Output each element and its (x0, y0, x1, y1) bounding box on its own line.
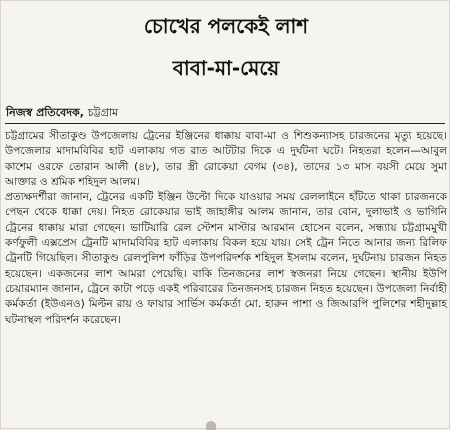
byline (6, 104, 118, 123)
paragraph-2: প্রত্যক্ষদর্শীরা জানান, ট্রেনের একটি ইঞ্জিন উল্টো দিকে যাওয়ার সময় রেললাইনে হাঁটতে থাকা চারজনকে পেছন থেকে ধাক্কা দেয়। নিহত রোকেয়ার ভাই জাহাঙ্গীর আলম জানান, তার বোন, দুলাভাই ও ভাগিনি ট্রেনের ধাক্কায় মারা গেছেন। ভাটিয়ারি রেল স্টেশন মাস্টার আরমান হোসেন বলেন, সন্ধ্যায় চট্টগ্রামমুখী কর্ণফুলী এক্সপ্রেস ট্রেনটি মাদামবিবির হাট এলাকায় বিকল হয়ে যায়। সেই ট্রেন নিতে আনার জন্য রিলিফ ট্রেনটি গিয়েছিল। সীতাকুণ্ড রেলপুলিশ ফাঁড়ির উপপরিদর্শক শহিদুল ইসলাম বলেন, দুর্ঘটনায় চারজন নিহত হয়েছেন। একজনের লাশ আমরা পেয়েছি। বাকি তিনজনের লাশ স্বজনরা নিয়ে গেছেন। স্থানীয় ইউপি চেয়ারম্যান জানান, ট্রেনে কাটা পড়ে একই পরিবারের তিনজনসহ চারজন নিহত হয়েছেন। উপজেলা নির্বাহী কর্মকর্তা (ইউএনও) মিল্টন রায় ও ফায়ার সার্ভিস কর্মকর্তা মো. হারুন পাশা ও জিআরপি পুলিশের শহীদুল্লাহ ঘটনাস্থল পরিদর্শন করেছেন। (5, 191, 447, 326)
paragraph-1: চট্টগ্রামের সীতাকুণ্ড উপজেলায় ট্রেনের ইঞ্জিনের ধাক্কায় বাবা-মা ও শিশুকন্যাসহ চারজনের মৃত্যু হয়েছে। উপজেলার মাদামবিবির হাট এলাকায় গত রাত আটটার দিকে এ দুর্ঘটনা ঘটে। নিহতরা হলেন—আবুল কাশেম ওরফে তোরান আলী (৪৮), তার স্ত্রী রোকেয়া বেগম (৩৪), তাদের ১৩ মাস বয়সী মেয়ে সুমা আক্তার ও শ্রমিক শহিদুল আলম। (5, 130, 447, 188)
byline-divider (5, 123, 445, 124)
headline-line-2: বাবা-মা-মেয়ে (172, 56, 280, 80)
headline-line-1: চোখের পলকেই লাশ (143, 14, 309, 38)
article-body (5, 129, 447, 328)
headline (1, 5, 450, 89)
byline-location: চট্টগ্রাম (87, 106, 119, 119)
byline-author: নিজস্ব প্রতিবেদক, (6, 106, 84, 119)
